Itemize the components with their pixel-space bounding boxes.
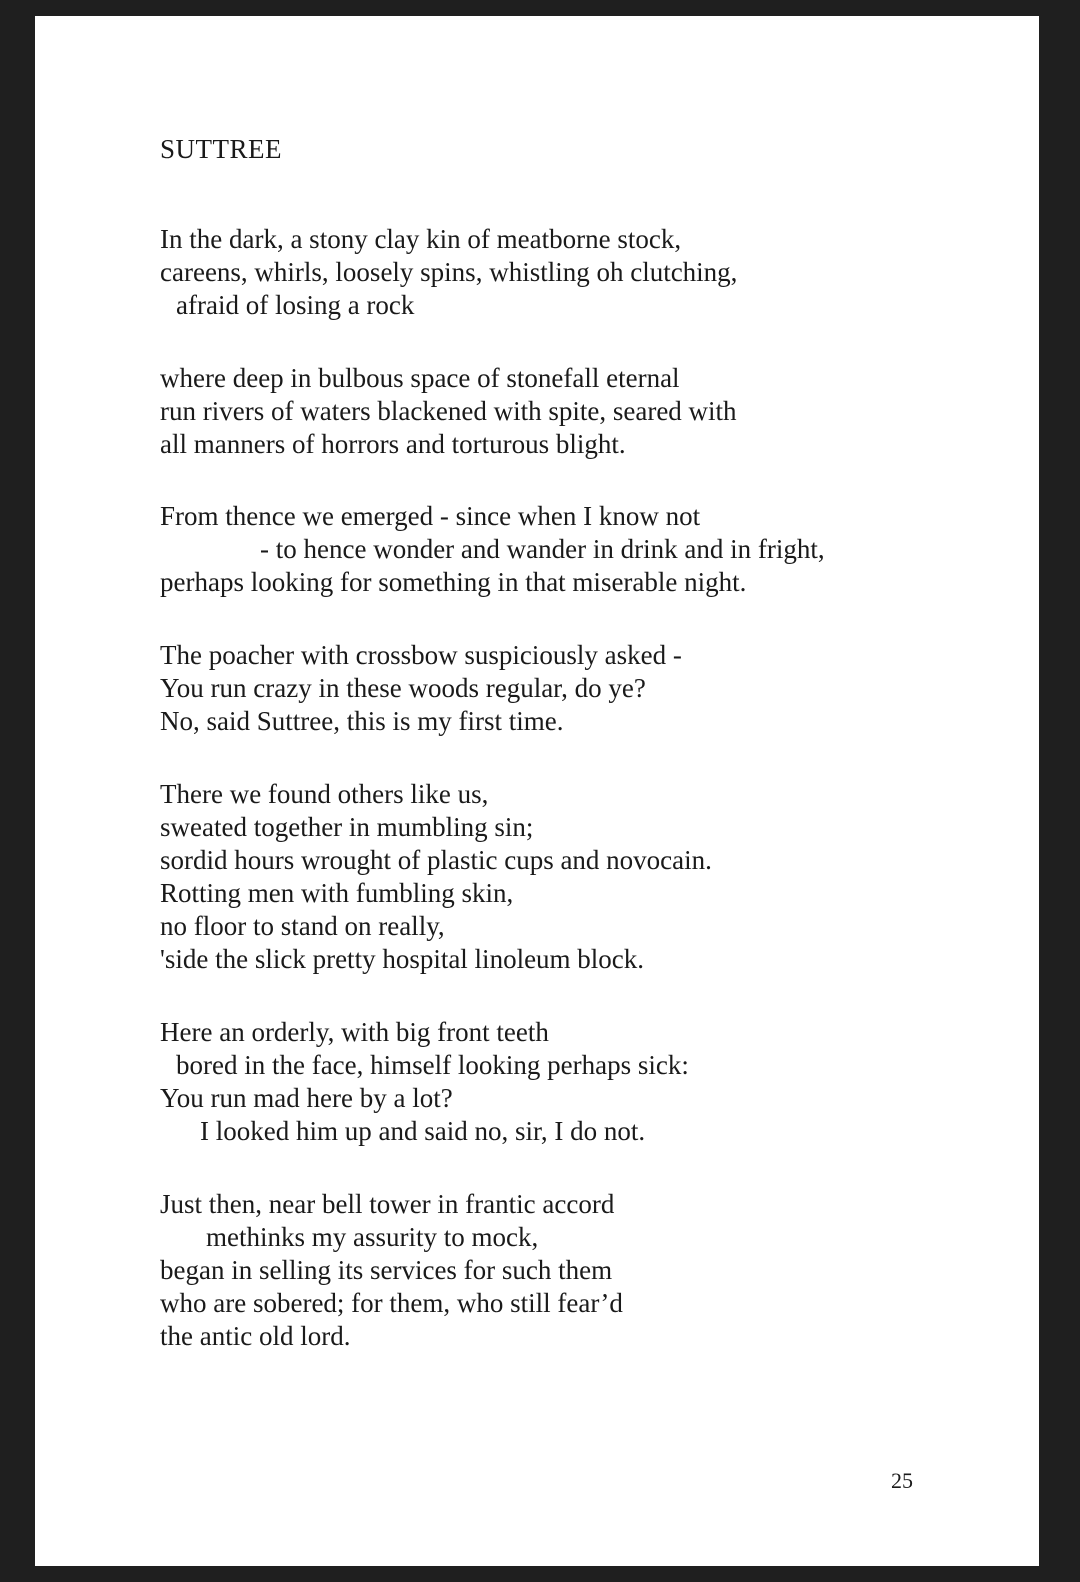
poem-line: No, said Suttree, this is my first time. <box>160 706 564 736</box>
poem-line: who are sobered; for them, who still fear’d <box>160 1288 623 1318</box>
poem-line: no floor to stand on really, <box>160 911 445 941</box>
poem-line: The poacher with crossbow suspiciously asked - <box>160 640 682 670</box>
poem-line: where deep in bulbous space of stonefall eternal <box>160 363 680 393</box>
poem-line: You run mad here by a lot? <box>160 1083 453 1113</box>
poem-line: - to hence wonder and wander in drink and in fright, <box>260 534 825 564</box>
stanza-2 <box>160 362 737 461</box>
poem-line: From thence we emerged - since when I know not <box>160 501 701 531</box>
stanza-1 <box>160 223 737 322</box>
document-page <box>35 16 1039 1566</box>
stanza-7 <box>160 1188 623 1353</box>
poem-line: There we found others like us, <box>160 779 489 809</box>
poem-line: the antic old lord. <box>160 1321 351 1351</box>
poem-line: Just then, near bell tower in frantic accord <box>160 1189 615 1219</box>
poem-line: Rotting men with fumbling skin, <box>160 878 514 908</box>
poem-title: SUTTREE <box>160 134 282 164</box>
poem-line: I looked him up and said no, sir, I do not. <box>200 1116 646 1146</box>
poem-line: began in selling its services for such them <box>160 1255 613 1285</box>
page-number: 25 <box>891 1468 913 1493</box>
poem-line: methinks my assurity to mock, <box>206 1222 539 1252</box>
poem-line: You run crazy in these woods regular, do ye? <box>160 673 646 703</box>
poem-line: careens, whirls, loosely spins, whistling oh clutching, <box>160 257 738 287</box>
poem-line: 'side the slick pretty hospital linoleum block. <box>160 944 645 974</box>
poem-line: perhaps looking for something in that miserable night. <box>160 567 747 597</box>
stanza-3 <box>160 500 825 599</box>
poem-line: sweated together in mumbling sin; <box>160 812 534 842</box>
poem-line: run rivers of waters blackened with spite, seared with <box>160 396 737 426</box>
stanza-6 <box>160 1016 689 1148</box>
stanza-5 <box>160 778 712 976</box>
stanza-4 <box>160 639 682 738</box>
poem-line: sordid hours wrought of plastic cups and novocain. <box>160 845 712 875</box>
poem-line: In the dark, a stony clay kin of meatborne stock, <box>160 224 682 254</box>
poem-line: bored in the face, himself looking perhaps sick: <box>176 1050 689 1080</box>
poem-line: Here an orderly, with big front teeth <box>160 1017 549 1047</box>
poem-line: all manners of horrors and torturous blight. <box>160 429 626 459</box>
poem-line: afraid of losing a rock <box>176 290 415 320</box>
